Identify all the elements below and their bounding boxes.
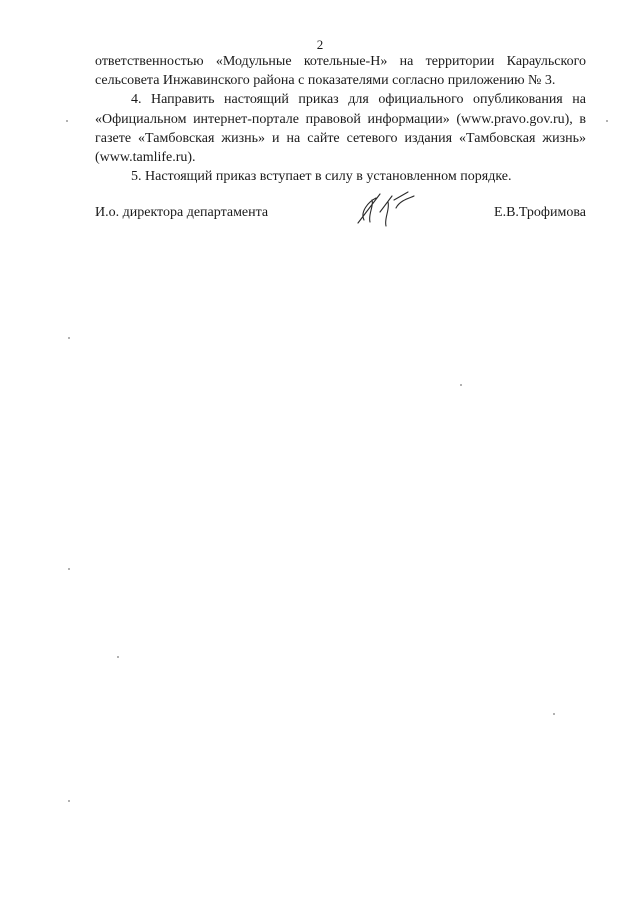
document-body [95, 52, 586, 186]
handwritten-signature [350, 190, 420, 230]
scan-speck [66, 120, 68, 122]
signer-position: И.о. директора департамента [95, 205, 269, 220]
scan-speck [68, 568, 70, 570]
paragraph-item-5: 5. Настоящий приказ вступает в силу в установленном порядке. [131, 169, 512, 185]
scan-speck [68, 800, 70, 802]
scan-speck [117, 656, 119, 658]
page-number: 2 [316, 37, 324, 52]
scan-speck [553, 713, 555, 715]
paragraph-item-4: 4. Направить настоящий приказ для официального опубликования на «Официальном интернет-портале правовой информации» (www.pravo.gov.ru), в газете «Тамбовская жизнь» и на сайте сетевого издания «Тамбовская жизнь» (www.tamlife.ru). [95, 92, 586, 166]
scan-speck [606, 120, 608, 122]
signer-name: Е.В.Трофимова [494, 205, 586, 220]
scan-speck [68, 337, 70, 339]
scan-speck [460, 384, 462, 386]
signature-block [95, 205, 586, 227]
paragraph-continuation: ответственностью «Модульные котельные-Н» на территории Караульского сельсовета Инжавинского района с показателями согласно приложению № 3. [95, 54, 586, 89]
